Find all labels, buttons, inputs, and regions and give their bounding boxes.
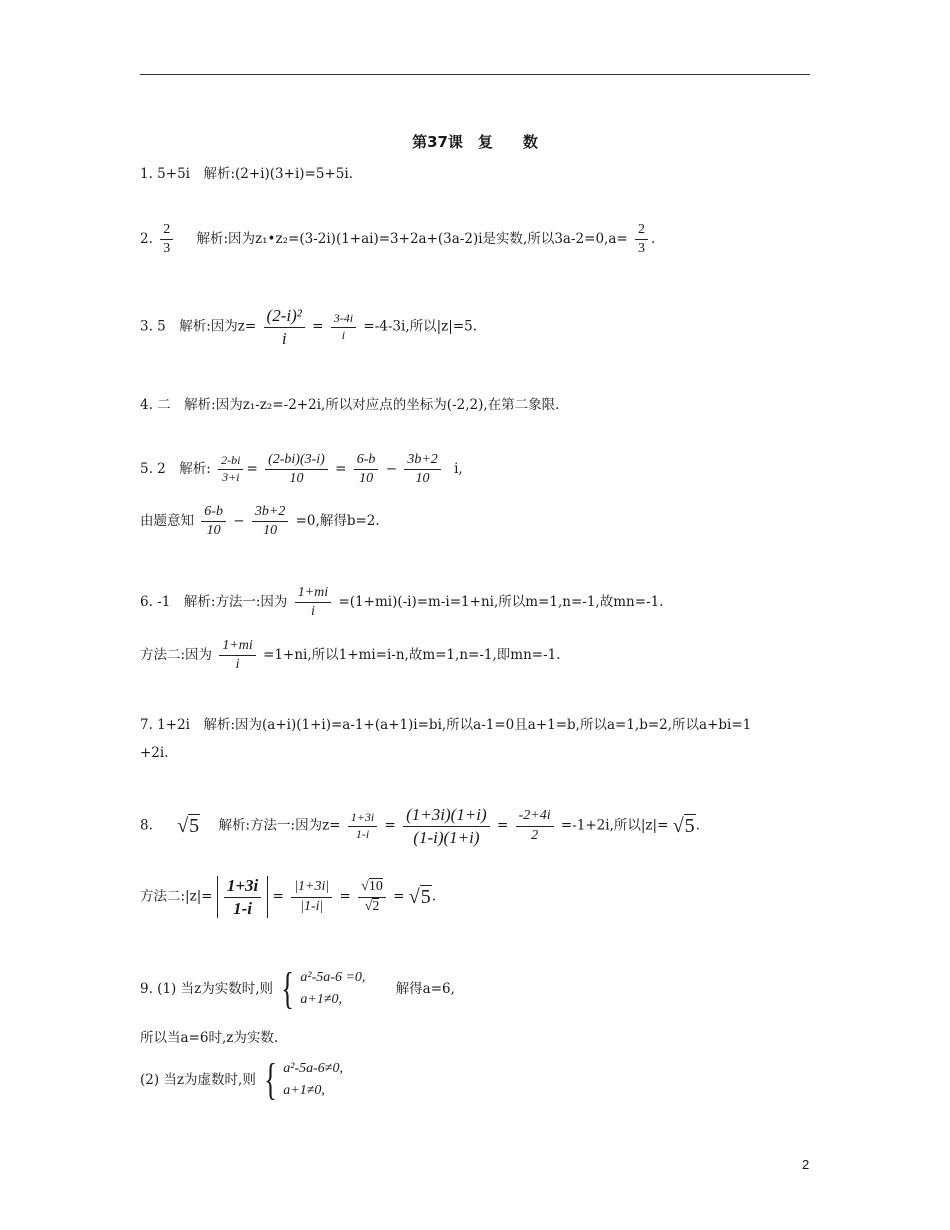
answer-9-part-1: 9. (1) 当z为实数时,则 { a²-5a-6 =0, a+1≠0, 解得a=6, xyxy=(140,964,455,1013)
answer-2-text: 解析:因为z₁•z₂=(3-2i)(1+ai)=3+2a+(3a-2)i是实数,所以3a-2=0,a= xyxy=(196,231,628,248)
answer-4-text: 4. 二 解析:因为z₁-z₂=-2+2i,所以对应点的坐标为(-2,2),在第二象限. xyxy=(140,397,560,413)
answer-5-continued: 由题意知 $\frac{6-b}{10}$ − $\frac{3b+2}{10}$ =0,解得b=2. xyxy=(140,504,380,539)
fraction-two-thirds: $\frac{2}{3}$ xyxy=(160,222,173,257)
absolute-value xyxy=(217,876,268,918)
answer-7-continued: +2i. xyxy=(140,745,169,761)
fraction-two-thirds-result: $\frac{2}{3}$ xyxy=(635,222,648,257)
answer-6-method-2: 方法二:因为 $\frac{1+mi}{i}$ =1+ni,所以1+mi=i-n,故m=1,n=-1,即mn=-1. xyxy=(140,638,561,673)
sqrt-5: √5 xyxy=(672,815,695,838)
fraction-real-part: $\frac{6-b}{10}$ xyxy=(354,452,379,487)
page-title: 第37课 复 数 xyxy=(412,133,538,151)
sqrt-5: √5 xyxy=(408,886,431,909)
answer-8-method-2: 方法二:|z|= $\frac{1+3i}{1-i}$ = $\frac{|1+3i|}{|1-i|}$ = $\frac{√10}{√2}$ = √5. xyxy=(140,876,437,918)
answer-9-conclusion: 所以当a=6时,z为实数. xyxy=(140,1030,279,1046)
equation-system: { a²-5a-6≠0, a+1≠0, xyxy=(264,1055,343,1104)
equation-system: { a²-5a-6 =0, a+1≠0, xyxy=(281,964,366,1013)
answer-2: 2. $\frac{2}{3}$ 解析:因为z₁•z₂=(3-2i)(1+ai)=3+2a+(3a-2)i是实数,所以3a-2=0,a= $\frac{2}{3}$ . xyxy=(140,222,656,257)
answer-3-text: 3. 5 解析:因为z= xyxy=(140,318,257,335)
header-rule xyxy=(140,74,810,75)
answer-3: 3. 5 解析:因为z= $\frac{\text{(2-i)²}}{i}$ = $\frac{3-4i}{i}$ =-4-3i,所以|z|=5. xyxy=(140,306,478,348)
answer-2-number: 2. xyxy=(140,231,153,248)
sqrt-5: √5 xyxy=(177,815,200,838)
fraction-3-minus-4i: $\frac{3-4i}{i}$ xyxy=(331,312,356,343)
fraction-2-bi-over-3-i: $\frac{2-bi}{3+i}$ xyxy=(218,454,243,485)
answer-1 xyxy=(140,165,353,183)
answer-1-text: 1. 5+5i 解析:(2+i)(3+i)=5+5i. xyxy=(140,166,353,182)
fraction-expanded: $\frac{(2-bi)(3-i)}{10}$ xyxy=(265,452,328,487)
answer-6: 6. -1 解析:方法一:因为 $\frac{1+mi}{i}$ =(1+mi)(-i)=m-i=1+ni,所以m=1,n=-1,故mn=-1. xyxy=(140,585,664,620)
fraction-real-part: $\frac{6-b}{10}$ xyxy=(201,504,226,539)
page-number: 2 xyxy=(802,1157,810,1172)
fraction-imag-part: $\frac{3b+2}{10}$ xyxy=(404,452,440,487)
fraction-minus-2-plus-4i: $\frac{-2+4i}{2}$ xyxy=(516,808,554,843)
fraction-1-mi-over-i: $\frac{1+mi}{i}$ xyxy=(295,585,331,620)
fraction-rationalized: $\frac{(1+3i)(1+i)}{(1-i)(1+i)}$ xyxy=(403,805,490,847)
fraction-2-minus-i-squared: $\frac{\text{(2-i)²}}{i}$ xyxy=(264,306,305,348)
answer-7: 7. 1+2i 解析:因为(a+i)(1+i)=a-1+(a+1)i=bi,所以a-1=0且a+1=b,所以a=1,b=2,所以a+bi=1 xyxy=(140,717,752,733)
answer-5-text: 5. 2 解析: xyxy=(140,461,211,478)
answer-4 xyxy=(140,396,559,414)
fraction-1-3i-over-1-i: $\frac{1+3i}{1-i}$ xyxy=(348,811,377,842)
fraction-imag-part: $\frac{3b+2}{10}$ xyxy=(252,504,288,539)
answer-5: 5. 2 解析: $\frac{2-bi}{3+i}$ = $\frac{(2-bi)(3-i)}{10}$ = $\frac{6-b}{10}$ − $\frac{3b+2}{10}$ i, xyxy=(140,452,463,487)
fraction-sqrt10-over-sqrt2: $\frac{√10}{√2}$ xyxy=(358,879,386,914)
fraction-modulus-ratio: $\frac{|1+3i|}{|1-i|}$ xyxy=(291,879,332,914)
fraction-1-mi-over-i: $\frac{1+mi}{i}$ xyxy=(219,638,255,673)
fraction-1-3i-over-1-i: $\frac{1+3i}{1-i}$ xyxy=(224,876,261,918)
answer-8: 8. √5 解析:方法一:因为z= $\frac{1+3i}{1-i}$ = $\frac{(1+3i)(1+i)}{(1-i)(1+i)}$ = $\frac{-2+4i}{2}$ =-1+2i,所以|z|= √5. xyxy=(140,805,700,847)
answer-9-part-2: (2) 当z为虚数时,则 { a²-5a-6≠0, a+1≠0, xyxy=(140,1055,343,1104)
answer-6-text: 6. -1 解析:方法一:因为 xyxy=(140,594,288,611)
